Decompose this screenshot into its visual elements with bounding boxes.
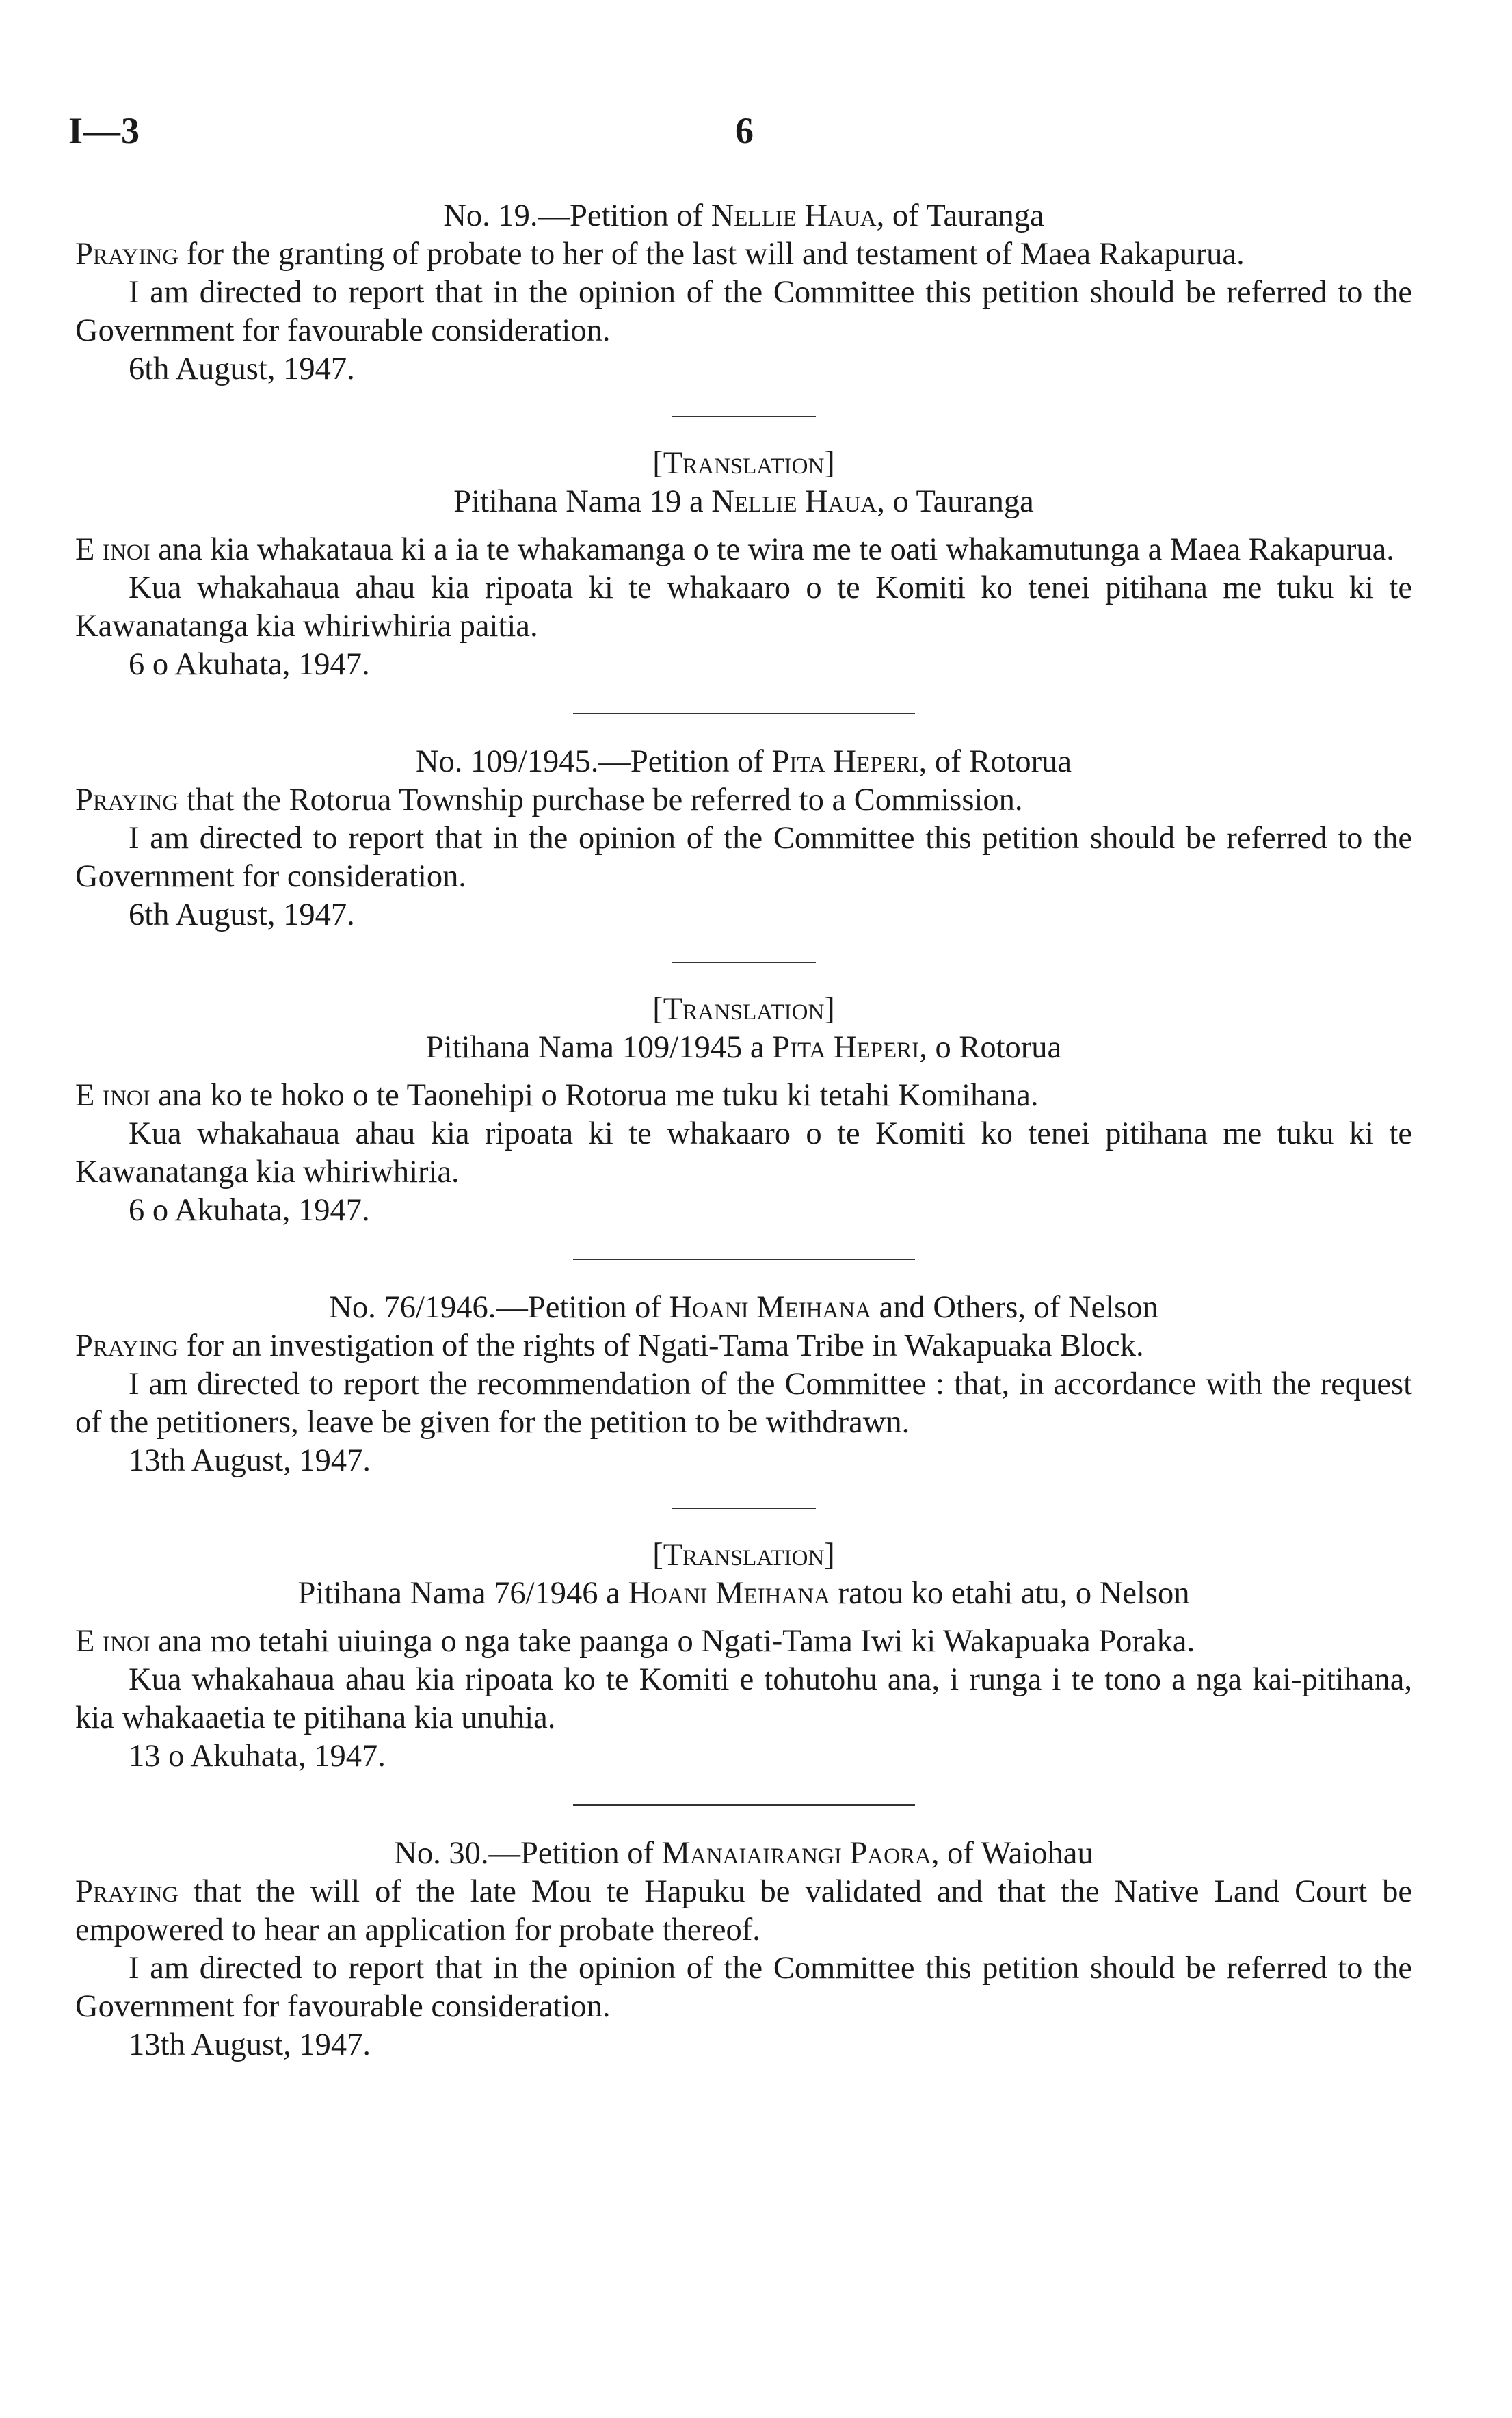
report-date: 6 o Akuhata, 1947. xyxy=(129,647,370,682)
petitioner-name: Manaiairangi Paora xyxy=(661,1836,931,1871)
petitioner-name: Hoani Meihana xyxy=(669,1290,872,1325)
translation-section xyxy=(75,990,1412,1230)
petition-title: No. 76/1946.—Petition of Hoani Meihana and Others, of Nelson xyxy=(329,1290,1158,1325)
committee-report: I am directed to report that in the opinion of the Committee this petition should be referred to the Government for consideration. xyxy=(75,821,1412,894)
section-divider xyxy=(672,962,816,963)
section-divider xyxy=(672,1508,816,1509)
translation-label: [Translation] xyxy=(652,992,835,1027)
translation-section xyxy=(75,1536,1412,1776)
committee-report: I am directed to report that in the opinion of the Committee this petition should be referred to the Government for favourable consideration. xyxy=(75,1951,1412,2024)
petitioner-name: Nellie Haua xyxy=(711,198,877,233)
translation-label: [Translation] xyxy=(652,1538,835,1573)
petition-title: No. 109/1945.—Petition of Pita Heperi, of Rotorua xyxy=(415,744,1072,779)
translation-label: [Translation] xyxy=(652,446,835,481)
committee-report: Kua whakahaua ahau kia ripoata ko te Komiti e tohutohu ana, i runga i te tono a nga kai-pitihana, kia whakaaetia te pitihana kia unuhia. xyxy=(75,1662,1412,1735)
petition-section xyxy=(75,1289,1412,1480)
page-content xyxy=(75,197,1412,2064)
committee-report: Kua whakahaua ahau kia ripoata ki te whakaaro o te Komiti ko tenei pitihana me tuku ki te Kawanatanga kia whiriwhiria paitia. xyxy=(75,570,1412,644)
report-date: 13th August, 1947. xyxy=(129,1443,371,1478)
petition-prayer: E inoi ana kia whakataua ki a ia te whakamanga o te wira me te oati whakamutunga a Maea Rakapurua. xyxy=(75,532,1394,567)
petition-title: Pitihana Nama 109/1945 a Pita Heperi, o Rotorua xyxy=(425,1030,1062,1065)
petition-prayer: E inoi ana mo tetahi uiuinga o nga take paanga o Ngati-Tama Iwi ki Wakapuaka Poraka. xyxy=(75,1624,1195,1659)
petitioner-name: Nellie Haua xyxy=(711,484,877,519)
petition-prayer: Praying that the will of the late Mou te Hapuku be validated and that the Native Land Court be empowered to hear an application for probate thereof. xyxy=(75,1874,1412,1947)
committee-report: I am directed to report the recommendation of the Committee : that, in accordance with the request of the petitioners, leave be given for the petition to be withdrawn. xyxy=(75,1367,1412,1440)
petition-section xyxy=(75,197,1412,389)
report-date: 13 o Akuhata, 1947. xyxy=(129,1739,386,1774)
petition-prayer: Praying that the Rotorua Township purchase be referred to a Commission. xyxy=(75,783,1023,817)
petition-title: No. 30.—Petition of Manaiairangi Paora, of Waiohau xyxy=(394,1836,1093,1871)
report-date: 13th August, 1947. xyxy=(129,2027,371,2062)
section-divider xyxy=(573,1804,915,1806)
petition-prayer: E inoi ana ko te hoko o te Taonehipi o Rotorua me tuku ki tetahi Komihana. xyxy=(75,1078,1039,1113)
committee-report: I am directed to report that in the opinion of the Committee this petition should be referred to the Government for favourable consideration. xyxy=(75,275,1412,348)
report-date: 6th August, 1947. xyxy=(129,897,355,932)
page-number: 6 xyxy=(735,110,754,151)
section-divider xyxy=(672,416,816,417)
section-divider xyxy=(573,713,915,714)
petitioner-name: Pita Heperi xyxy=(771,744,919,779)
petitioner-name: Hoani Meihana xyxy=(628,1576,830,1611)
petition-prayer: Praying for the granting of probate to her of the last will and testament of Maea Rakapurua. xyxy=(75,237,1245,272)
committee-report: Kua whakahaua ahau kia ripoata ki te whakaaro o te Komiti ko tenei pitihana me tuku ki te Kawanatanga kia whiriwhiria. xyxy=(75,1116,1412,1190)
report-date: 6th August, 1947. xyxy=(129,352,355,386)
section-divider xyxy=(573,1259,915,1260)
document-reference: I—3 xyxy=(68,110,141,151)
report-date: 6 o Akuhata, 1947. xyxy=(129,1193,370,1228)
petitioner-name: Pita Heperi xyxy=(772,1030,920,1065)
petition-title: No. 19.—Petition of Nellie Haua, of Tauranga xyxy=(443,198,1044,233)
petition-section xyxy=(75,743,1412,934)
petition-title: Pitihana Nama 76/1946 a Hoani Meihana ratou ko etahi atu, o Nelson xyxy=(297,1576,1190,1611)
translation-section xyxy=(75,445,1412,684)
petition-section xyxy=(75,1835,1412,2064)
petition-prayer: Praying for an investigation of the rights of Ngati-Tama Tribe in Wakapuaka Block. xyxy=(75,1328,1144,1363)
petition-title: Pitihana Nama 19 a Nellie Haua, o Tauranga xyxy=(453,484,1034,519)
